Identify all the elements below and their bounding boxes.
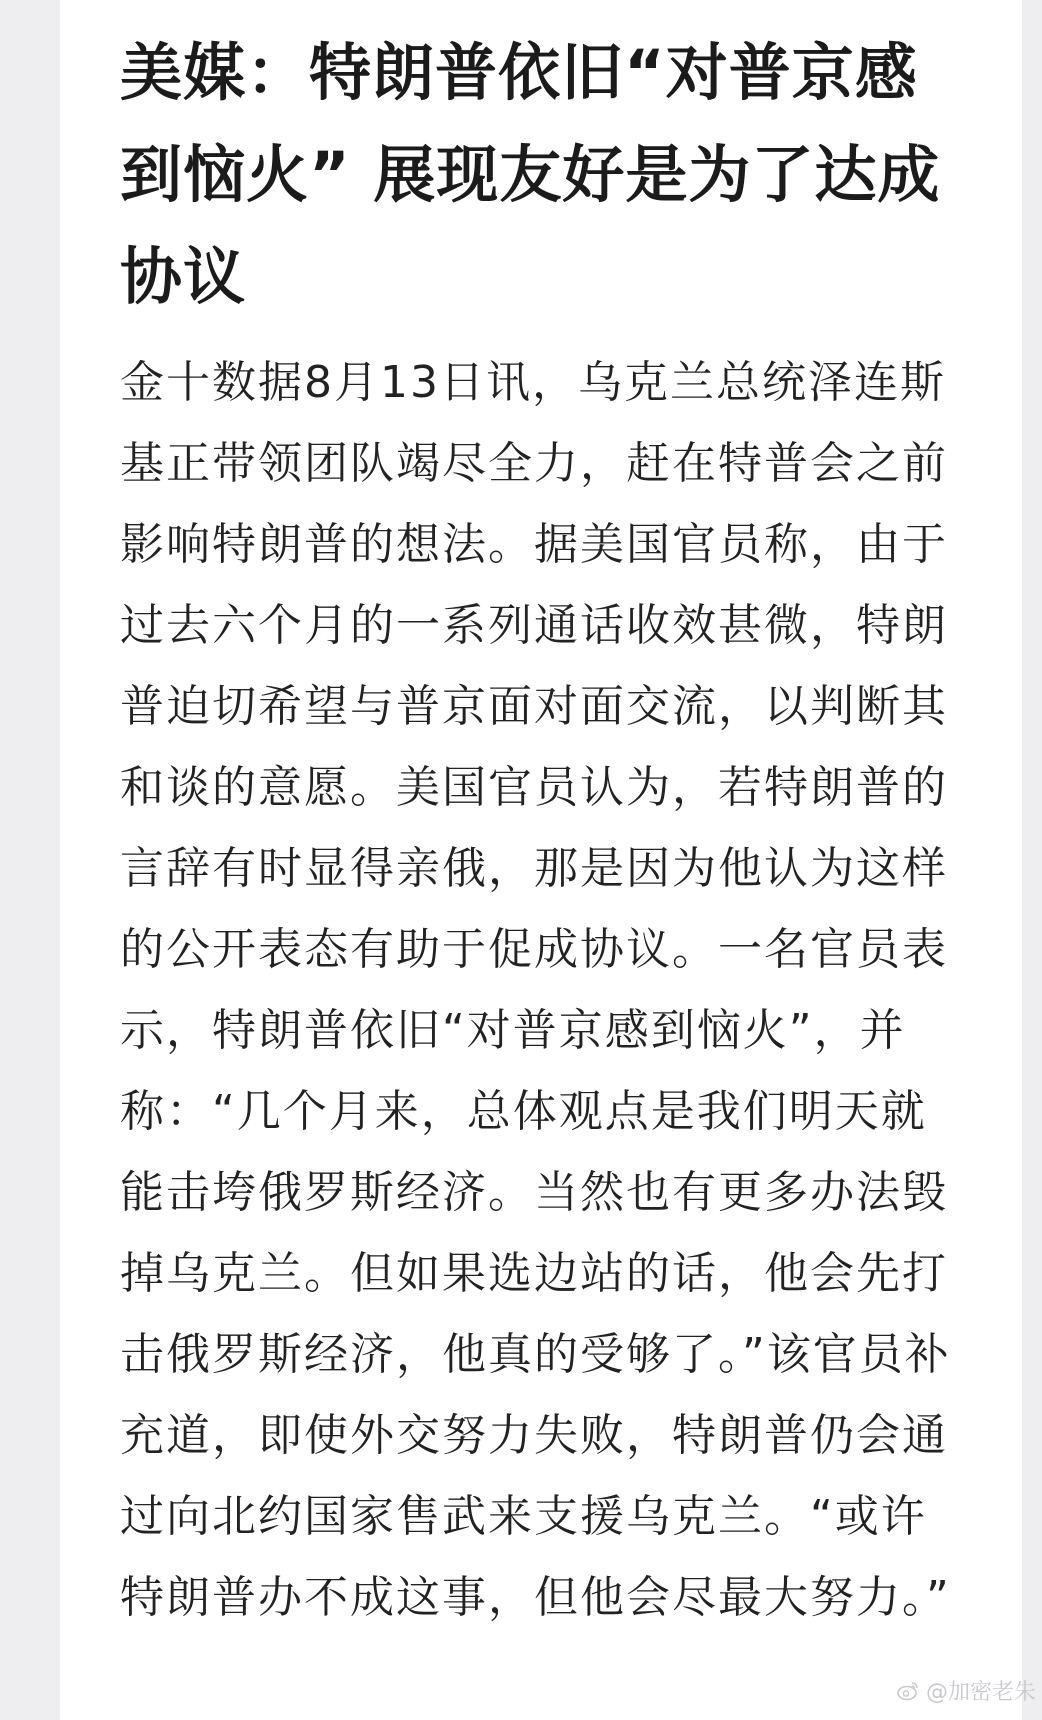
weibo-logo-icon xyxy=(896,1679,920,1703)
article-body: 金十数据8月13日讯，乌克兰总统泽连斯基正带领团队竭尽全力，赶在特普会之前影响特朗普的想法。据美国官员称，由于过去六个月的一系列通话收效甚微，特朗普迫切希望与普京面对面交流，以判断其和谈的意愿。美国官员认为，若特朗普的言辞有时显得亲俄，那是因为他认为这样的公开表态有助于促成协议。一名官员表示，特朗普依旧“对普京感到恼火”，并称：“几个月来，总体观点是我们明天就能击垮俄罗斯经济。当然也有更多办法毁掉乌克兰。但如果选边站的话，他会先打击俄罗斯经济，他真的受够了。”该官员补充道，即使外交努力失败，特朗普仍会通过向北约国家售武来支援乌克兰。“或许特朗普办不成这事，但他会尽最大努力。” xyxy=(120,357,951,1623)
watermark xyxy=(896,1675,1036,1706)
article-card xyxy=(60,0,1022,1720)
page-background-left xyxy=(0,0,60,1720)
article-headline: 美媒：特朗普依旧“对普京感到恼火” 展现友好是为了达成协议 xyxy=(120,36,941,313)
watermark-text: @加密老朱 xyxy=(925,1680,1036,1705)
